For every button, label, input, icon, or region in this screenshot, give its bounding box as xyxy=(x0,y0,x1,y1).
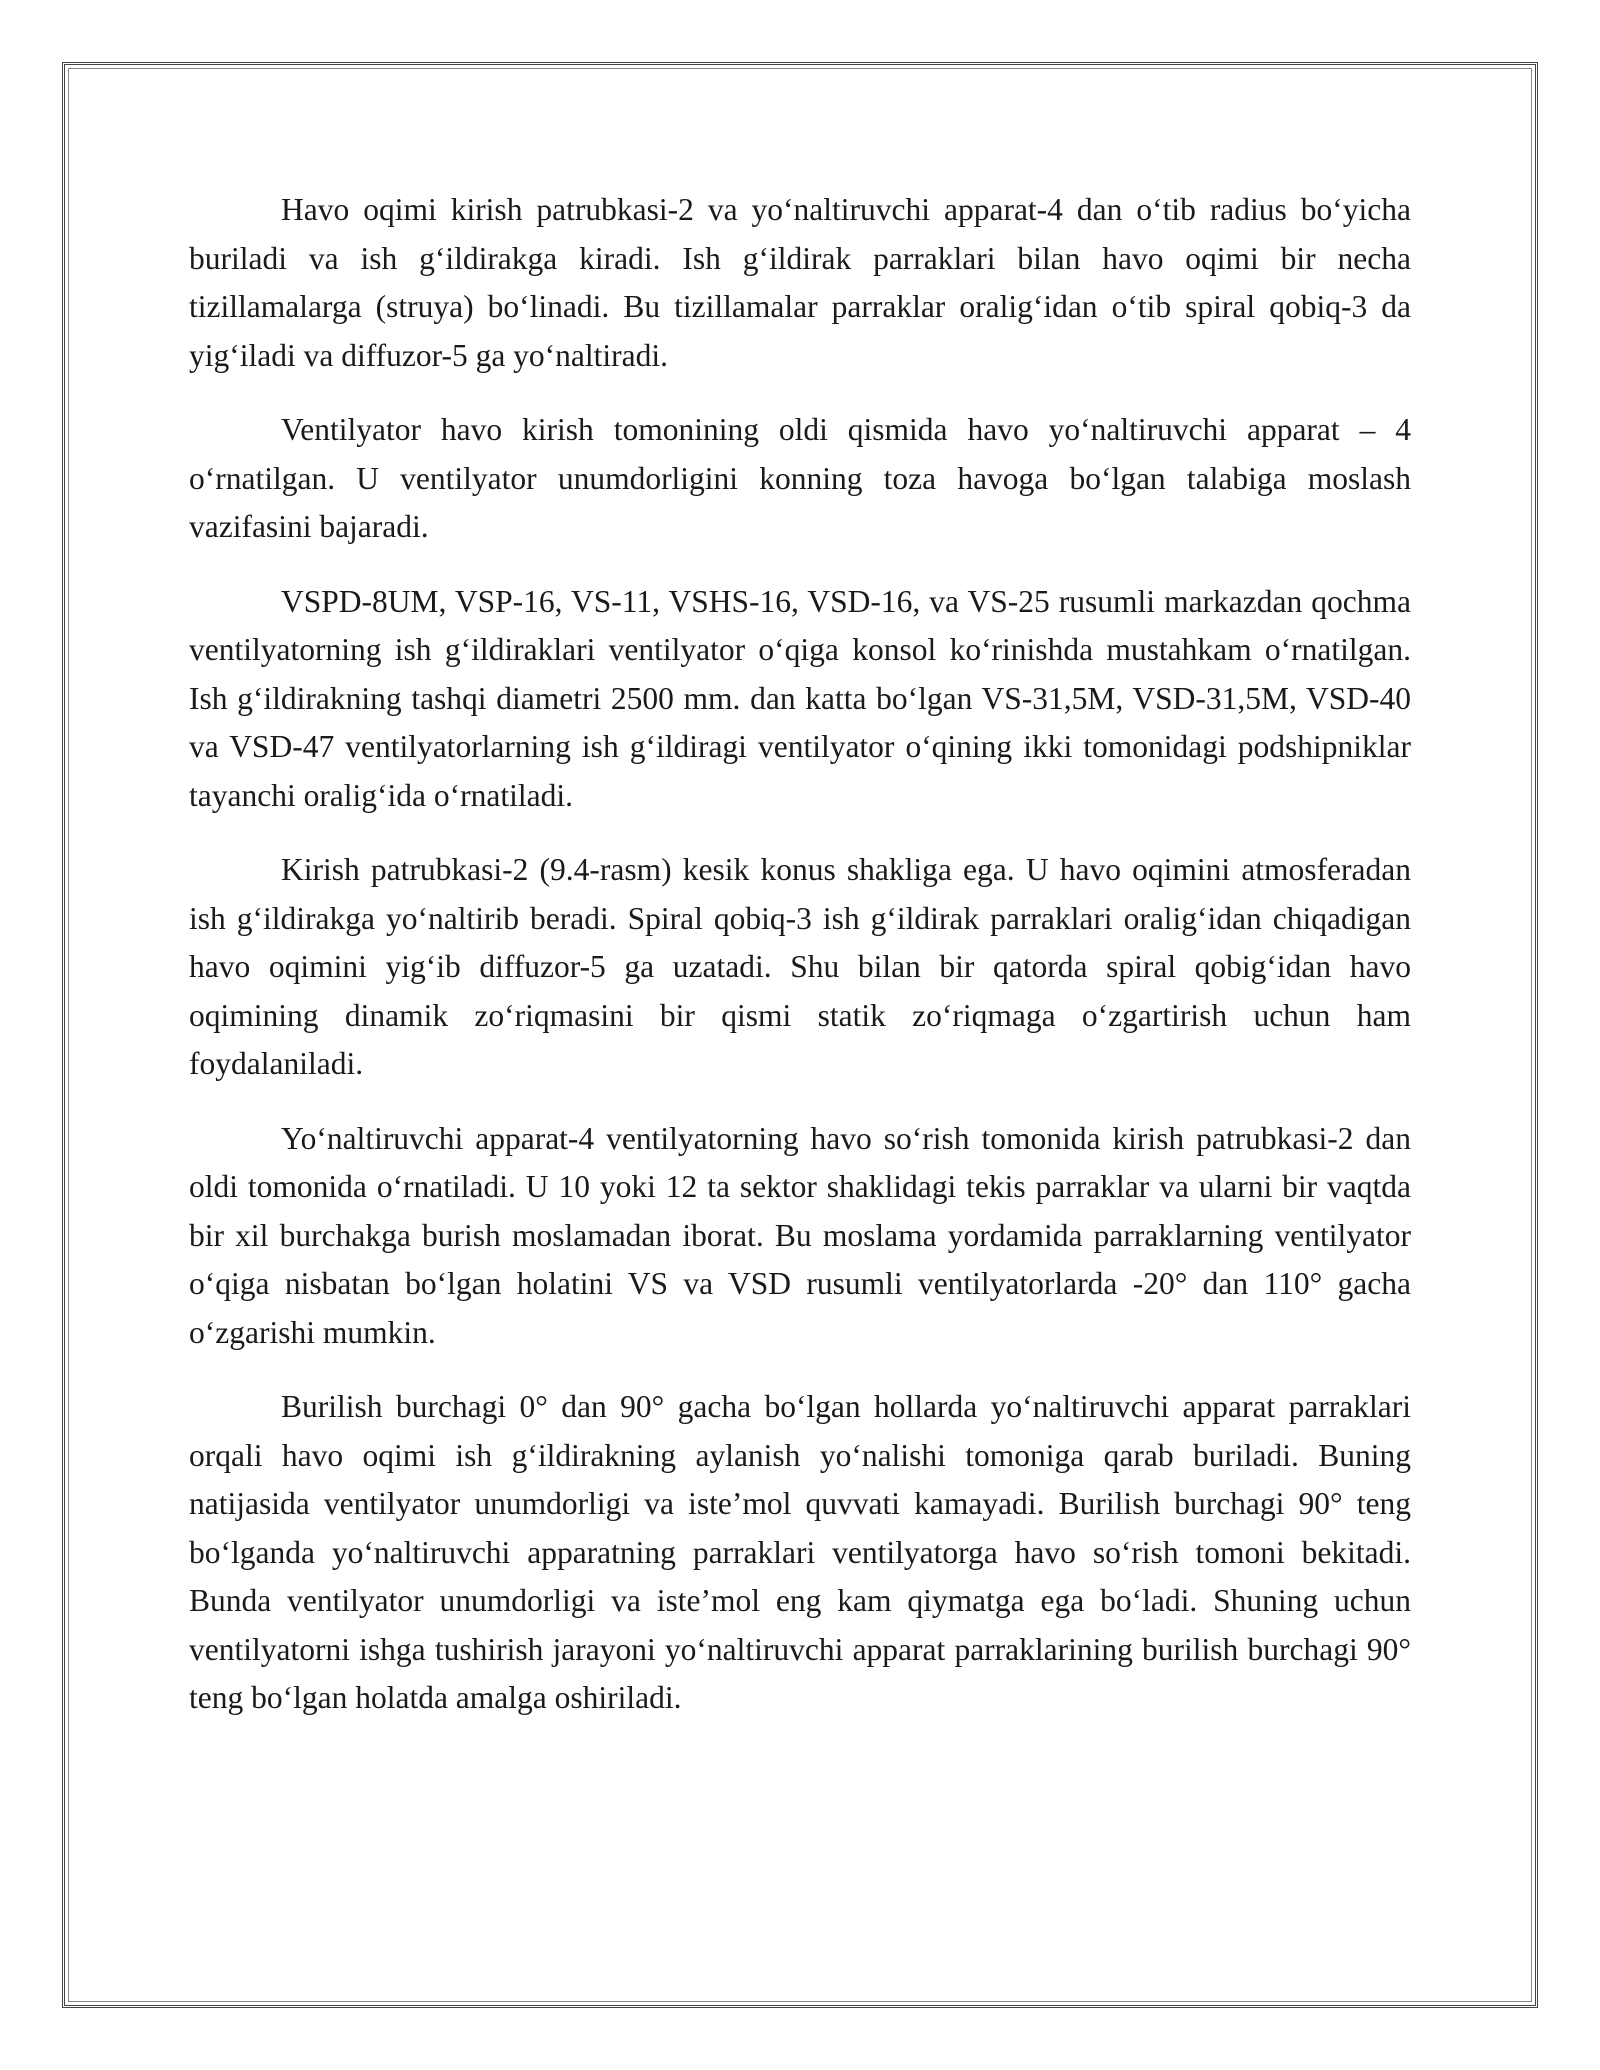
paragraph-4: Kirish patrubkasi-2 (9.4-rasm) kesik konus shakliga ega. U havo oqimini atmosferadan ish g‘ildirakga yo‘naltirib beradi. Spiral qobiq-3 ish g‘ildirak parraklari oralig‘idan chiqadigan havo oqimini yig‘ib diffuzor-5 ga uzatadi. Shu bilan bir qatorda spiral qobig‘idan havo oqimining dinamik zo‘riqmasini bir qismi statik zo‘riqmaga o‘zgartirish uchun ham foydalaniladi. xyxy=(189,852,1411,1081)
paragraph-3: VSPD-8UM, VSP-16, VS-11, VSHS-16, VSD-16, va VS-25 rusumli markazdan qochma ventilyatorning ish g‘ildiraklari ventilyator o‘qiga konsol ko‘rinishda mustahkam o‘rnatilgan. Ish g‘ildirakning tashqi diametri 2500 mm. dan katta bo‘lgan VS-31,5M, VSD-31,5M, VSD-40 va VSD-47 ventilyatorlarning ish g‘ildiragi ventilyator o‘qining ikki tomonidagi podshipniklar tayanchi oralig‘ida o‘rnatiladi. xyxy=(189,583,1411,813)
paragraph-5: Yo‘naltiruvchi apparat-4 ventilyatorning havo so‘rish tomonida kirish patrubkasi-2 dan oldi tomonida o‘rnatiladi. U 10 yoki 12 ta sektor shaklidagi tekis parraklar va ularni bir vaqtda bir xil burchakga burish moslamadan iborat. Bu moslama yordamida parraklarning ventilyator o‘qiga nisbatan bo‘lgan holatini VS va VSD rusumli ventilyatorlarda -20° dan 110° gacha o‘zgarishi mumkin. xyxy=(189,1120,1411,1350)
document-body xyxy=(189,186,1411,1749)
paragraph-1: Havo oqimi kirish patrubkasi-2 va yo‘naltiruvchi apparat-4 dan o‘tib radius bo‘yicha buriladi va ish g‘ildirakga kiradi. Ish g‘ildirak parraklari bilan havo oqimi bir necha tizillamalarga (struya) bo‘linadi. Bu tizillamalar parraklar oralig‘idan o‘tib spiral qobiq-3 da yig‘iladi va diffuzor-5 ga yo‘naltiradi. xyxy=(189,192,1411,373)
paragraph-2: Ventilyator havo kirish tomonining oldi qismida havo yo‘naltiruvchi apparat – 4 o‘rnatilgan. U ventilyator unumdorligini konning toza havoga bo‘lgan talabiga moslash vazifasini bajaradi. xyxy=(189,412,1411,544)
paragraph-6: Burilish burchagi 0° dan 90° gacha bo‘lgan hollarda yo‘naltiruvchi apparat parraklari orqali havo oqimi ish g‘ildirakning aylanish yo‘nalishi tomoniga qarab buriladi. Buning natijasida ventilyator unumdorligi va iste’mol quvvati kamayadi. Burilish burchagi 90° teng bo‘lganda yo‘naltiruvchi apparatning parraklari ventilyatorga havo so‘rish tomoni bekitadi. Bunda ventilyator unumdorligi va iste’mol eng kam qiymatga ega bo‘ladi. Shuning uchun ventilyatorni ishga tushirish jarayoni yo‘naltiruvchi apparat parraklarining burilish burchagi 90° teng bo‘lgan holatda amalga oshiriladi. xyxy=(189,1389,1411,1715)
